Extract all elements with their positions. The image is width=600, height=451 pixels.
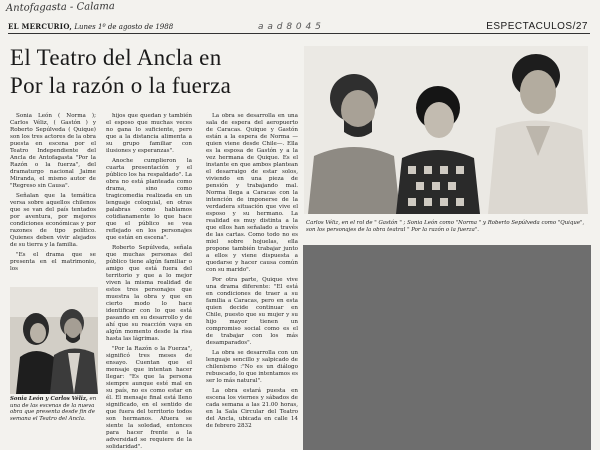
headline-line-2: Por la razón o la fuerza [10, 73, 232, 98]
paragraph: "Es el drama que se presenta en el matrimonio, los [10, 252, 96, 272]
caption-text: en una de las escenas de la nueva obra que presenta desde fin de semana el Teatro del Ancla. [10, 396, 97, 422]
paragraph: La obra se desarrolla en una sala de espera del aeropuerto de Caracas. Quique y Gastón están a la espera de Norma — quien viene desde Chile—. Ella es la esposa de Gastón y a la vez hermana de Quique. Es el instante en que ambos plantean el desarraigo de estar solos, viviendo en una pieza de pensión y trabajando mal. Norma llega a Caracas con la intención de imponerse de la verdadera situación que vive el esposo y su hermano. La realidad es muy distinta a la que ellos han señalado a través de las cartas. Como todo no es miel sobre hojuelas, ella propone también trabajar junto a ellos y viene dispuesta a quedarse y hacer causa común con su marido". [206, 113, 298, 273]
blank-scan-area [303, 245, 591, 450]
photo-illustration [10, 287, 98, 394]
headline [10, 44, 300, 100]
handwritten-note: Antofagasta - Calama [5, 1, 115, 14]
article-column-1 [10, 113, 96, 275]
page-number: /27 [572, 21, 588, 32]
headline-line-1: El Teatro del Ancla en [10, 45, 222, 70]
newspaper-name: EL MERCURIO, [8, 22, 73, 31]
paragraph: Sonia León ( Norma ); Carlos Véliz, ( Gastón ) y Roberto Sepúlveda ( Quique) son los tres actores de la obra puesta en escena por el Teatro Independiente del Ancla de Antofagasta "Por la Razón o la fuerza", del dramaturgo nacional Jaime Miranda, el mismo autor de "Regreso sin Causa". [10, 113, 96, 189]
paragraph: Anoche cumplieron la cuarta presentación y el público los ha respaldado". La obra no está planteada como drama, sino como tragicomedia realizada en un lenguaje coloquial, en otras palabras como hablamos cotidianamente lo que hace que el público se vea reflejado en los personajes que están en escena". [106, 158, 192, 241]
section-header [486, 21, 588, 32]
paragraph: La obra estará puesta en escena los viernes y sábados de cada semana a las 21.00 horas, en la Sala Circular del Teatro del Ancla, ubicada en calle 14 de febrero 2832 [206, 388, 298, 429]
caption-names: Sonia León y Carlos Véliz, [10, 396, 88, 402]
paragraph: La obra se desarrolla con un lenguaje sencillo y salpicado de chilenismo :"No es un diálogo rebuscado, lo que intentamos es ser lo más natural". [206, 350, 298, 384]
paragraph: Señalan que la temática versa sobre aquellos chilenos que se van del país tentados por aventura, por mejores condiciones económicas y por razones de tipo político. Quienes deben vivir alejados de su tierra y la familia. [10, 193, 96, 248]
photo-caption-left [10, 396, 100, 422]
paragraph: "Por la Razón o la Fuerza", significó tres meses de ensayo. Cuentan que el mensaje que intentan hacer llegar: "Es que la persona siempre aunque esté mal en su país, no es como estar en él. El mensaje final está lleno significado, en el sentido de que fuera del territorio todos son hermanos. Afuera se siente la soledad, entonces para hacer frente a la adversidad se requiere de la solidaridad". [106, 346, 192, 450]
paragraph: Por otra parte, Quique vive una drama diferente: "El está en condiciones de traer a su familia a Caracas, pero en esta quien decide continuar en Chile, puesto que su mujer y su hijo mayor tienen un compromiso social como es el de trabajar con los más desamparados". [206, 277, 298, 346]
header-rule [8, 33, 590, 34]
paragraph: Roberto Sepúlveda, señala que muchas personas del público tiene algún familiar o amigo que está fuera del territorio y que a lo mejor viven la misma realidad de estos tres personajes que muestra la obra y que en cierto modo lo hace identificar con lo que está pasando en su desarrollo y de ahí que su reacción vaya en algún momento desde la risa hasta las lágrimas. [106, 245, 192, 342]
article-column-3 [206, 113, 298, 445]
paragraph: hijos que quedan y también el esposo que muchas veces no gana lo suficiente, pero que a la distancia alimenta a su grupo familiar con ilusiones y esperanzas". [106, 113, 192, 154]
photo-actors-scene [10, 287, 98, 394]
article-column-2 [106, 113, 192, 450]
photo-illustration [304, 46, 588, 214]
masthead [8, 22, 173, 31]
photo-caption-right: Carlos Véliz, en el rol de " Gastón " ; Sonia León como "Norma " y Roberto Sepúlveda como "Quique", son los personajes de la obra teatral " Por la razón o la fuerza". [306, 220, 585, 233]
archive-stamp: a a d 8 0 4 5 [258, 22, 322, 32]
publication-date: Lunes 1º de agosto de 1988 [74, 23, 174, 31]
photo-cast [304, 46, 588, 214]
section-name: ESPECTACULOS [486, 21, 573, 32]
